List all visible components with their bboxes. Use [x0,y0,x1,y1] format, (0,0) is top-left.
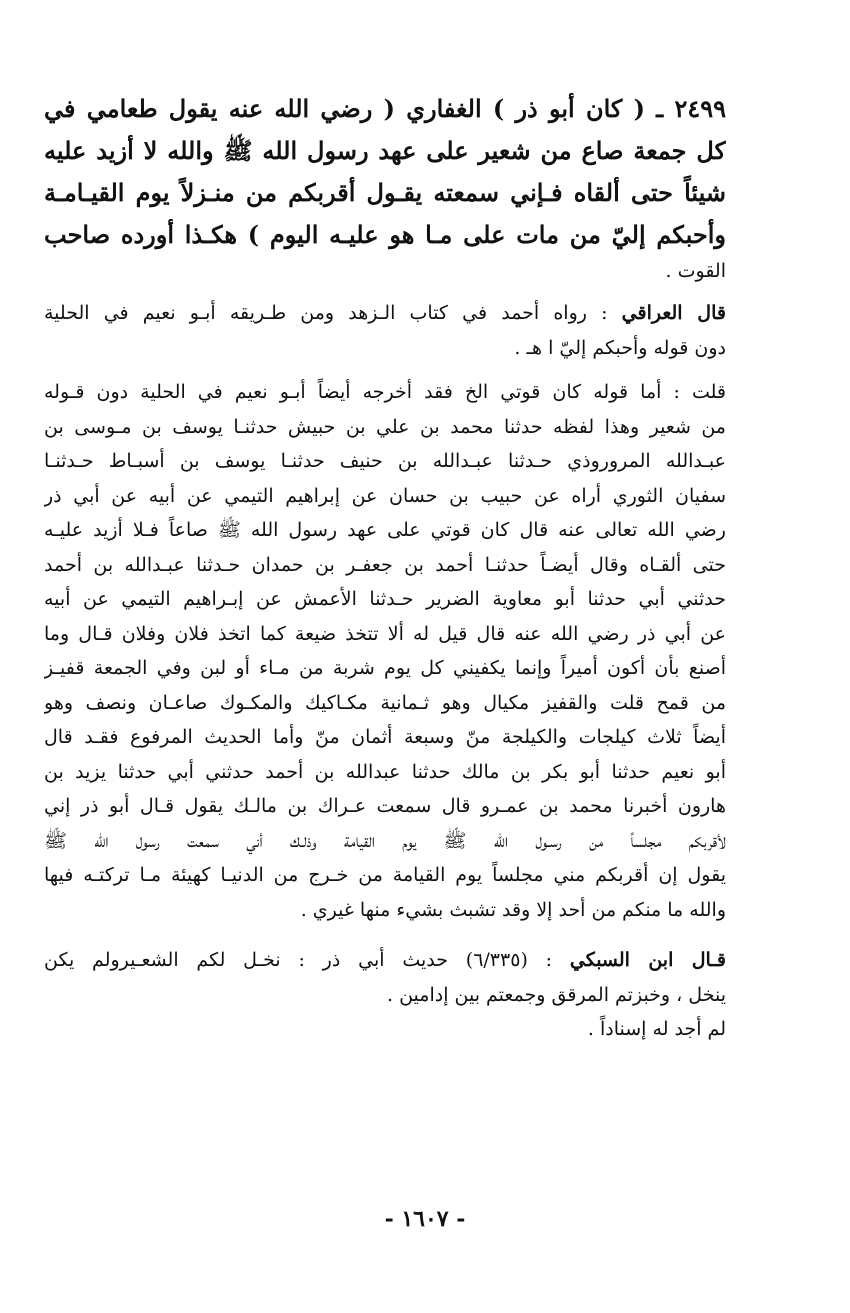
hadith-line: شيئاً حتى ألقاه فـإني سمعته يقـول أقربكم من منـزلاً يوم القيـامـة [44,178,726,207]
paragraph-line: من شعير وهذا لفظه حدثنا محمد بن علي بن حبيش حدثنـا يوسف بن مـوسى بن [44,415,726,438]
subki-heading: قـال ابن السبكي [569,949,726,971]
paragraph-line: هارون أخبرنا محمد بن عمـرو قال سمعت عـراك بن مالـك يقول قـال أبو ذر إني [44,795,726,817]
paragraph-line: والله ما منكم من أحد إلا وقد تشبث بشيء منها غيري . [300,898,726,921]
subki-text: : (٦/٣٣٥) حديث أبي ذر : نخـل لكم الشعـيرولم يكن [44,949,570,971]
paragraph-line: دون قوله وأحبكم إليّ ا هـ . [514,336,726,359]
iraqi-paragraph [44,296,726,365]
paragraph-line: أصنع بأن أكون أميراً وإنما يكفيني كل يوم شربة من مـاء أو لبن وفي الجمعة قفيـز [44,657,726,679]
subki-paragraph [44,943,726,1047]
paragraph-line [44,296,726,331]
paragraph-line: عن أبي ذر رضي الله عنه قال قيل له ألا تتخذ ضيعة كما اتخذ فلان وفلان قـال وما [44,622,726,645]
qultu-paragraph [44,375,726,927]
hadith-block [44,88,726,286]
paragraph-line: يقول إن أقربكم مني مجلساً يوم القيامة من خـرج من الدنيـا كهيئة مـا تركتـه فيها [44,864,726,886]
paragraph-line: من قمح قلت والقفيز مكيال وهو ثـمانية مكـاكيك والمكـوك صاعـان ونصف وهو [44,691,726,714]
iraqi-heading: قال العراقي [621,302,726,324]
hadith-line: القوت . [665,260,726,282]
iraqi-text: : رواه أحمد في كتاب الـزهد ومن طـريقه أبـو نعيم في الحلية [44,302,622,324]
hadith-line: وأحبكم إليّ من مات على مـا هو عليـه اليوم ) هكـذا أورده صاحب [44,220,726,249]
paragraph-line: رضي الله تعالى عنه قال كان قوتي على عهد رسول الله ﷺ صاعاً فـلا أزيد عليـه [44,519,726,541]
paragraph-line: حدثني أبي حدثنا أبو معاوية الضرير حـدثنا الأعمش عن إبـراهيم التيمي عن أبيه [44,588,726,610]
hadith-line: كل جمعة صاع من شعير على عهد رسول الله ﷺ والله لا أزيد عليه [44,136,726,165]
page-number: - ١٦٠٧ - [384,1206,466,1232]
paragraph-line: سفيان الثوري أراه عن حبيب بن حسان عن إبراهيم التيمي عن أبيه عن أبي ذر [44,484,726,507]
paragraph-line: لأقربكم مجلساً من رسـول الله ﷺ يوم القيامة وذلـك أني سمعت رسول الله ﷺ [44,829,726,852]
paragraph-line: لم أجد له إسناداً . [587,1018,726,1040]
page-text [44,88,726,1047]
paragraph-line: أبو نعيم حدثنا أبو بكر بن مالك حدثنا عبدالله بن أحمد حدثني أبي حدثنا يزيد بن [44,760,726,783]
paragraph-line: قلت : أما قوله كان قوتي الخ فقد أخرجه أيضاً أبـو نعيم في الحلية دون قـوله [44,381,726,403]
paragraph-line: عبـدالله المروروذي حـدثنا عبـدالله بن حنيف حدثنـا يوسف بن أسبـاط حـدثنـا [44,450,726,472]
paragraph-line: ينخل ، وخبزتم المرقق وجمعتم بين إدامين . [387,983,726,1006]
paragraph-line: حتى ألقـاه وقال أيضـاً حدثنـا أحمد بن جعفـر بن حمدان حـدثنا عبـدالله بن أحمد [44,553,726,576]
hadith-line: ٢٤٩٩ ـ ( كان أبو ذر ) الغفاري ( رضي الله عنه يقول طعامي في [44,94,726,123]
paragraph-line: أيضاً ثلاث كيلجات والكيلجة منّ وسبعة أثمان منّ وأما الحديث المرفوع فقـد قال [44,726,726,748]
paragraph-line [44,943,726,978]
